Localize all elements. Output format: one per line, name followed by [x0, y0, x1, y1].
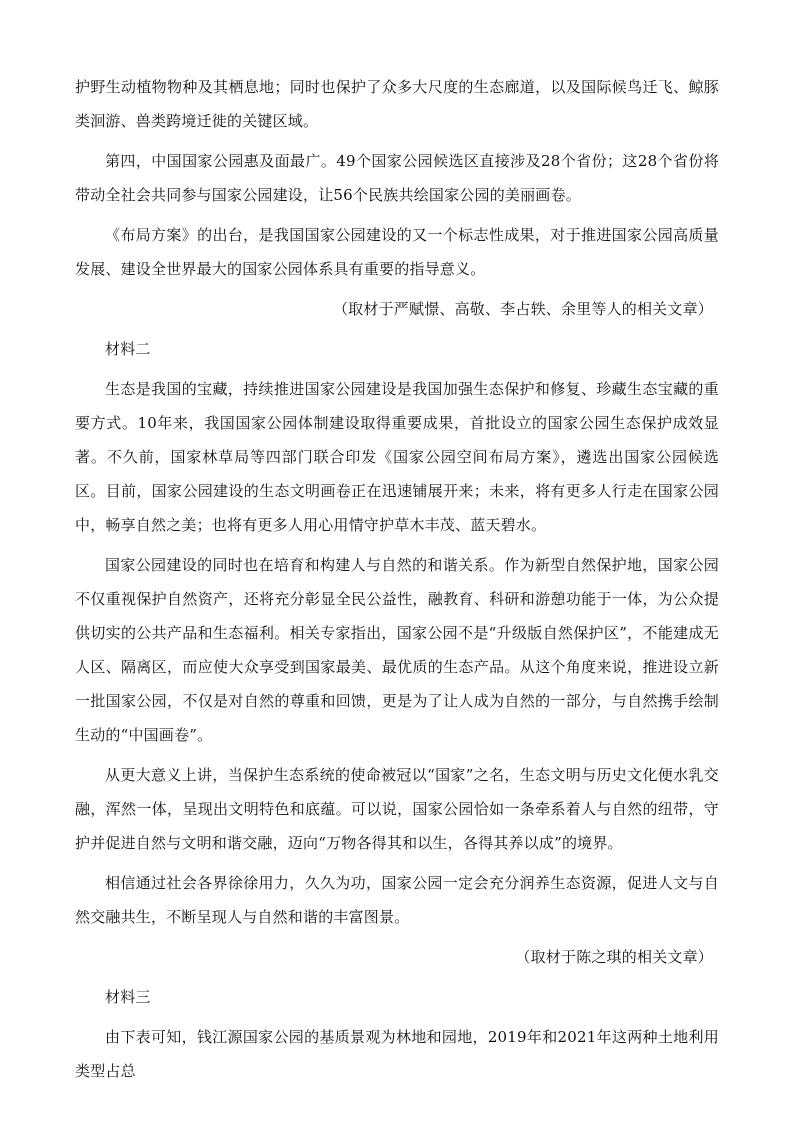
paragraph: 国家公园建设的同时也在培育和构建人与自然的和谐关系。作为新型自然保护地，国家公园不仅重视保护自然资产，还将充分彰显全民公益性，融教育、科研和游憩功能于一体，为公众提供切实的公共产品和生态福利。相关专家指出，国家公园不是“升级版自然保护区”，不能建成无人区、隔离区，而应使大众享受到国家最美、最优质的生态产品。从这个角度来说，推进设立新一批国家公园，不仅是对自然的尊重和回馈，更是为了让人成为自然的一部分，与自然携手绘制生动的“中国画卷”。: [75, 556, 719, 744]
paragraph: 相信通过社会各界徐徐用力，久久为功，国家公园一定会充分润养生态资源，促进人文与自然交融共生，不断呈现人与自然和谐的丰富图景。: [75, 874, 719, 926]
paragraph: 第四，中国国家公园惠及面最广。49个国家公园候选区直接涉及28个省份；这28个省份将带动全社会共同参与国家公园建设，让56个民族共绘国家公园的美丽画卷。: [75, 152, 719, 204]
document-page: [75, 70, 719, 1088]
paragraph: 《布局方案》的出台，是我国国家公园建设的又一个标志性成果，对于推进国家公园高质量发展、建设全世界最大的国家公园体系具有重要的指导意义。: [75, 226, 719, 278]
section-heading: 材料二: [105, 340, 151, 358]
section-heading: 材料三: [105, 988, 151, 1006]
paragraph: 生态是我国的宝藏，持续推进国家公园建设是我国加强生态保护和修复、珍藏生态宝藏的重要方式。10年来，我国国家公园体制建设取得重要成果，首批设立的国家公园生态保护成效显著。不久前，国家林草局等四部门联合印发《国家公园空间布局方案》，遴选出国家公园候选区。目前，国家公园建设的生态文明画卷正在迅速铺展开来；未来，将有更多人行走在国家公园中，畅享自然之美；也将有更多人用心用情守护草木丰茂、蓝天碧水。: [75, 380, 719, 534]
source-citation: （取材于严赋憬、高敬、李占轶、余里等人的相关文章）: [332, 300, 713, 318]
paragraph: 由下表可知，钱江源国家公园的基质景观为林地和园地，2019年和2021年这两种土地利用类型占总: [75, 1028, 719, 1080]
paragraph: 从更大意义上讲，当保护生态系统的使命被冠以“国家”之名，生态文明与历史文化便水乳交融，浑然一体，呈现出文明特色和底蕴。可以说，国家公园恰如一条牵系着人与自然的纽带，守护并促进自然与文明和谐交融，迈向“万物各得其和以生，各得其养以成”的境界。: [75, 766, 719, 852]
paragraph: 护野生动植物物种及其栖息地；同时也保护了众多大尺度的生态廊道，以及国际候鸟迁飞、鲸豚类洄游、兽类跨境迁徙的关键区域。: [75, 78, 719, 130]
source-citation: （取材于陈之琪的相关文章）: [515, 948, 713, 966]
